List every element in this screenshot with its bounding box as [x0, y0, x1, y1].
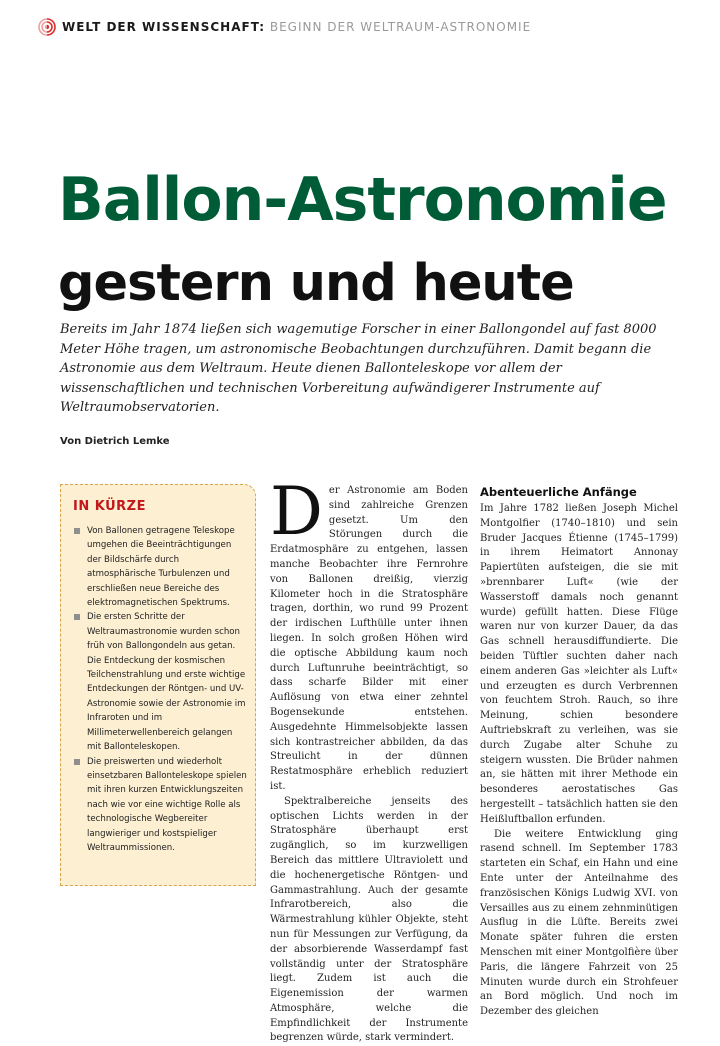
article-title: [58, 158, 667, 326]
running-header: [38, 14, 531, 40]
title-line-2: gestern und heute: [58, 254, 574, 313]
header-topic: BEGINN DER WELTRAUM-ASTRONOMIE: [269, 20, 532, 34]
body-paragraph: Die weitere Entwicklung ging rasend schnell. Im September 1783 starteten ein Schaf, ein Hahn und eine Ente unter der Anteilnahme des französischen Königs Ludwig XVI. von Versailles aus zu einem zehnminütigen Ausflug in die Lüfte. Bereits zwei Monate später fuhren die ersten Menschen mit einer Montgolfière über Paris, die längere Fahrzeit von 25 Minuten wurde durch ein Strohfeuer an Bord möglich. Und noch im Dezember des gleichen: [480, 828, 678, 1018]
section-heading: Abenteuerliche Anfänge: [480, 485, 637, 499]
header-section: WELT DER WISSENSCHAFT:: [62, 20, 266, 34]
body-column-2: [480, 484, 678, 1018]
lead-paragraph: Bereits im Jahr 1874 ließen sich wagemutige Forscher in einer Ballongondel auf fast 8000 Meter Höhe tragen, um astronomische Beobachtungen durchzuführen. Damit begann die Astronomie aus dem Weltraum. Heute dienen Ballonteleskope vor allem der wissenschaftlichen und technischen Vorbereitung aufwändigerer Instrumente auf Weltraumobservatorien.: [60, 322, 657, 415]
title-line-1: Ballon-Astronomie: [58, 165, 667, 235]
drop-cap: D: [270, 473, 323, 550]
author-byline: Von Dietrich Lemke: [60, 436, 170, 447]
summary-item: Die preiswerten und wiederholt einsetzbaren Ballonteleskope spielen mit ihren kurzen Entwicklungszeiten nach wie vor eine wichtige Rolle als technologische Wegbereiter langwieriger und kostspieliger Weltraummissionen.: [73, 755, 247, 856]
summary-item: Von Ballonen getragene Teleskope umgehen die Beeinträchtigungen der Bildschärfe durch atmosphärische Turbulenzen und erschließen neue Bereiche des elektromagnetischen Spektrums.: [73, 524, 247, 610]
body-column-1: [270, 473, 468, 1044]
body-paragraph: Spektralbereiche jenseits des optischen Lichts werden in der Stratosphäre überhaupt erst zugänglich, so im kurzwelligen Bereich das mittlere Ultraviolett und die hochenergetische Röntgen- und Gammastrahlung. Auch der gesamte Infrarotbereich, also die Wärmestrahlung kühler Objekte, steht nun für Messungen zur Verfügung, da der absorbierende Wasserdampf fast vollständig unter der Stratosphäre liegt. Zudem ist auch die Eigenemission der warmen Atmosphäre, welche die Empfindlichkeit der Instrumente begrenzen würde, stark vermindert.: [270, 795, 468, 1044]
body-paragraph: er Astronomie am Boden sind zahlreiche Grenzen gesetzt. Um den Störungen durch die Erdatmosphäre zu entgehen, lassen manche Beobachter ihre Fernrohre von Ballonen dreißig, vierzig Kilometer hoch in die Stratosphäre tragen, dorthin, wo rund 99 Prozent der irdischen Lufthülle unter ihnen liegen. In solch großen Höhen wird die optische Abbildung kaum noch durch Luftunruhe beeinträchtigt, so dass scharfe Bilder mit einer Auflösung von etwa einer zehntel Bogensekunde entstehen. Ausgedehnte Himmelsobjekte lassen sich kontrastreicher abbilden, da das Streulicht in der dünnen Restatmosphäre erheblich reduziert ist.: [270, 485, 468, 792]
summary-box: [60, 484, 256, 886]
summary-list: [73, 524, 247, 855]
summary-item: Die ersten Schritte der Weltraumastronomie wurden schon früh von Ballongondeln aus getan. Die Entdeckung der kosmischen Teilchenstrahlung und erste wichtige Entdeckungen der Röntgen- und UV-Astronomie sowie der Astronomie im Infraroten und im Millimeterwellenbereich gelangen mit Ballonteleskopen.: [73, 610, 247, 754]
summary-box-title: IN KÜRZE: [73, 499, 146, 514]
spiral-logo-icon: [38, 18, 56, 36]
body-paragraph: Im Jahre 1782 ließen Joseph Michel Montgolfier (1740–1810) und sein Bruder Jacques Étienne (1745–1799) in ihrem Heimatort Annonay Papiertüten aufsteigen, die sie mit »brennbarer Luft« (wie der Wasserstoff damals noch genannt wurde) gefüllt hatten. Diese Flüge waren nur von kurzer Dauer, da das Gas schnell herausdiffundierte. Die beiden Tüftler suchten daher nach einem anderen Gas »leichter als Luft« und erzeugten es durch Verbrennen von feuchtem Stroh. Rauch, so ihre Meinung, schien besondere Auftriebskraft zu verleihen, was sie durch Zugabe alter Schuhe zu steigern wussten. Die Brüder nahmen an, sie hätten mit ihrer Methode ein besonderes aerostatisches Gas hergestellt – tatsächlich hatten sie den Heißluftballon erfunden.: [480, 503, 678, 825]
